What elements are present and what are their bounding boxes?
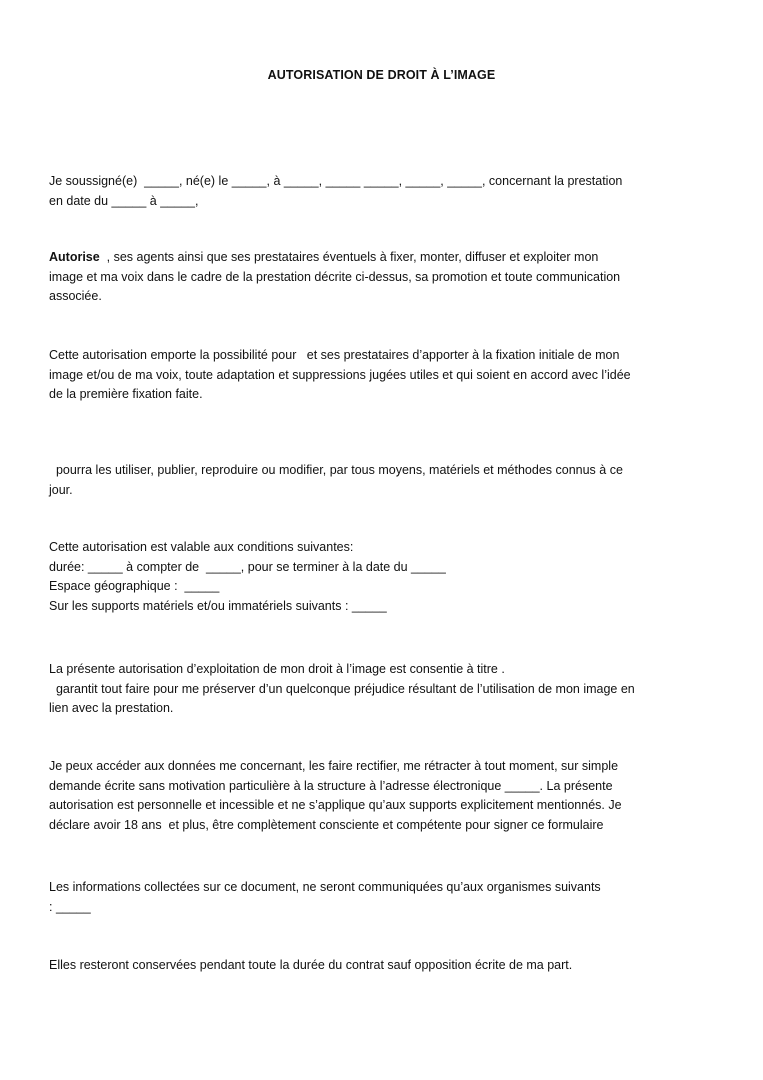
paragraph-line: Cette autorisation est valable aux conditions suivantes: (49, 540, 354, 554)
paragraph-data-rights (49, 757, 721, 835)
paragraph-identity (49, 172, 721, 211)
authorize-keyword: Autorise (49, 250, 100, 264)
paragraph-recipients (49, 878, 721, 917)
paragraph-line: image et/ou de ma voix, toute adaptation et suppressions jugées utiles et qui soient en accord avec l’idée (49, 367, 631, 382)
paragraph-line: Elles resteront conservées pendant toute la durée du contrat sauf opposition écrite de ma part. (49, 958, 573, 972)
paragraph-line: image et ma voix dans le cadre de la prestation décrite ci-dessus, sa promotion et toute communication (49, 269, 621, 284)
paragraph-line: de la première fixation faite. (49, 387, 203, 401)
paragraph-consent (49, 660, 721, 719)
paragraph-line: garantit tout faire pour me préserver d’un quelconque préjudice résultant de l’utilisation de mon image en (49, 681, 635, 696)
paragraph-line: pourra les utiliser, publier, reproduire ou modifier, par tous moyens, matériels et méthodes connus à ce (49, 463, 623, 477)
paragraph-line: Espace géographique : _____ (49, 579, 220, 593)
paragraph-line: jour. (49, 482, 73, 497)
paragraph-line: Cette autorisation emporte la possibilité pour et ses prestataires d’apporter à la fixation initiale de mon (49, 348, 620, 362)
paragraph-line: durée: _____ à compter de _____, pour se terminer à la date du _____ (49, 559, 446, 574)
paragraph-line: demande écrite sans motivation particulière à la structure à l’adresse électronique _____. La présente (49, 778, 613, 793)
paragraph-line (49, 248, 721, 268)
paragraph-line: lien avec la prestation. (49, 701, 174, 715)
paragraph-conditions (49, 538, 721, 616)
paragraph-line: autorisation est personnelle et incessible et ne s’applique qu’aux supports explicitement mentionnés. Je (49, 798, 622, 812)
paragraph-line: Les informations collectées sur ce document, ne seront communiquées qu’aux organismes suivants (49, 880, 601, 894)
paragraph-line: associée. (49, 289, 102, 303)
paragraph-line: Je peux accéder aux données me concernant, les faire rectifier, me rétracter à tout moment, sur simple (49, 759, 619, 773)
paragraph-retention (49, 956, 721, 976)
paragraph-adaptation (49, 346, 721, 405)
paragraph-authorization (49, 248, 721, 307)
paragraph-line-rest: , ses agents ainsi que ses prestataires éventuels à fixer, monter, diffuser et exploiter mon (99, 250, 599, 264)
document-title: AUTORISATION DE DROIT À L’IMAGE (267, 68, 496, 82)
paragraph-line: Sur les supports matériels et/ou immatériels suivants : _____ (49, 598, 387, 613)
paragraph-line: Je soussigné(e) _____, né(e) le _____, à _____, _____ _____, _____, _____, concernant la prestation (49, 174, 623, 188)
paragraph-line: en date du _____ à _____, (49, 193, 199, 208)
paragraph-usage (49, 461, 721, 500)
paragraph-line: La présente autorisation d’exploitation de mon droit à l’image est consentie à titre . (49, 662, 505, 676)
paragraph-line: : _____ (49, 899, 91, 914)
paragraph-line: déclare avoir 18 ans et plus, être complètement consciente et compétente pour signer ce formulaire (49, 817, 604, 832)
